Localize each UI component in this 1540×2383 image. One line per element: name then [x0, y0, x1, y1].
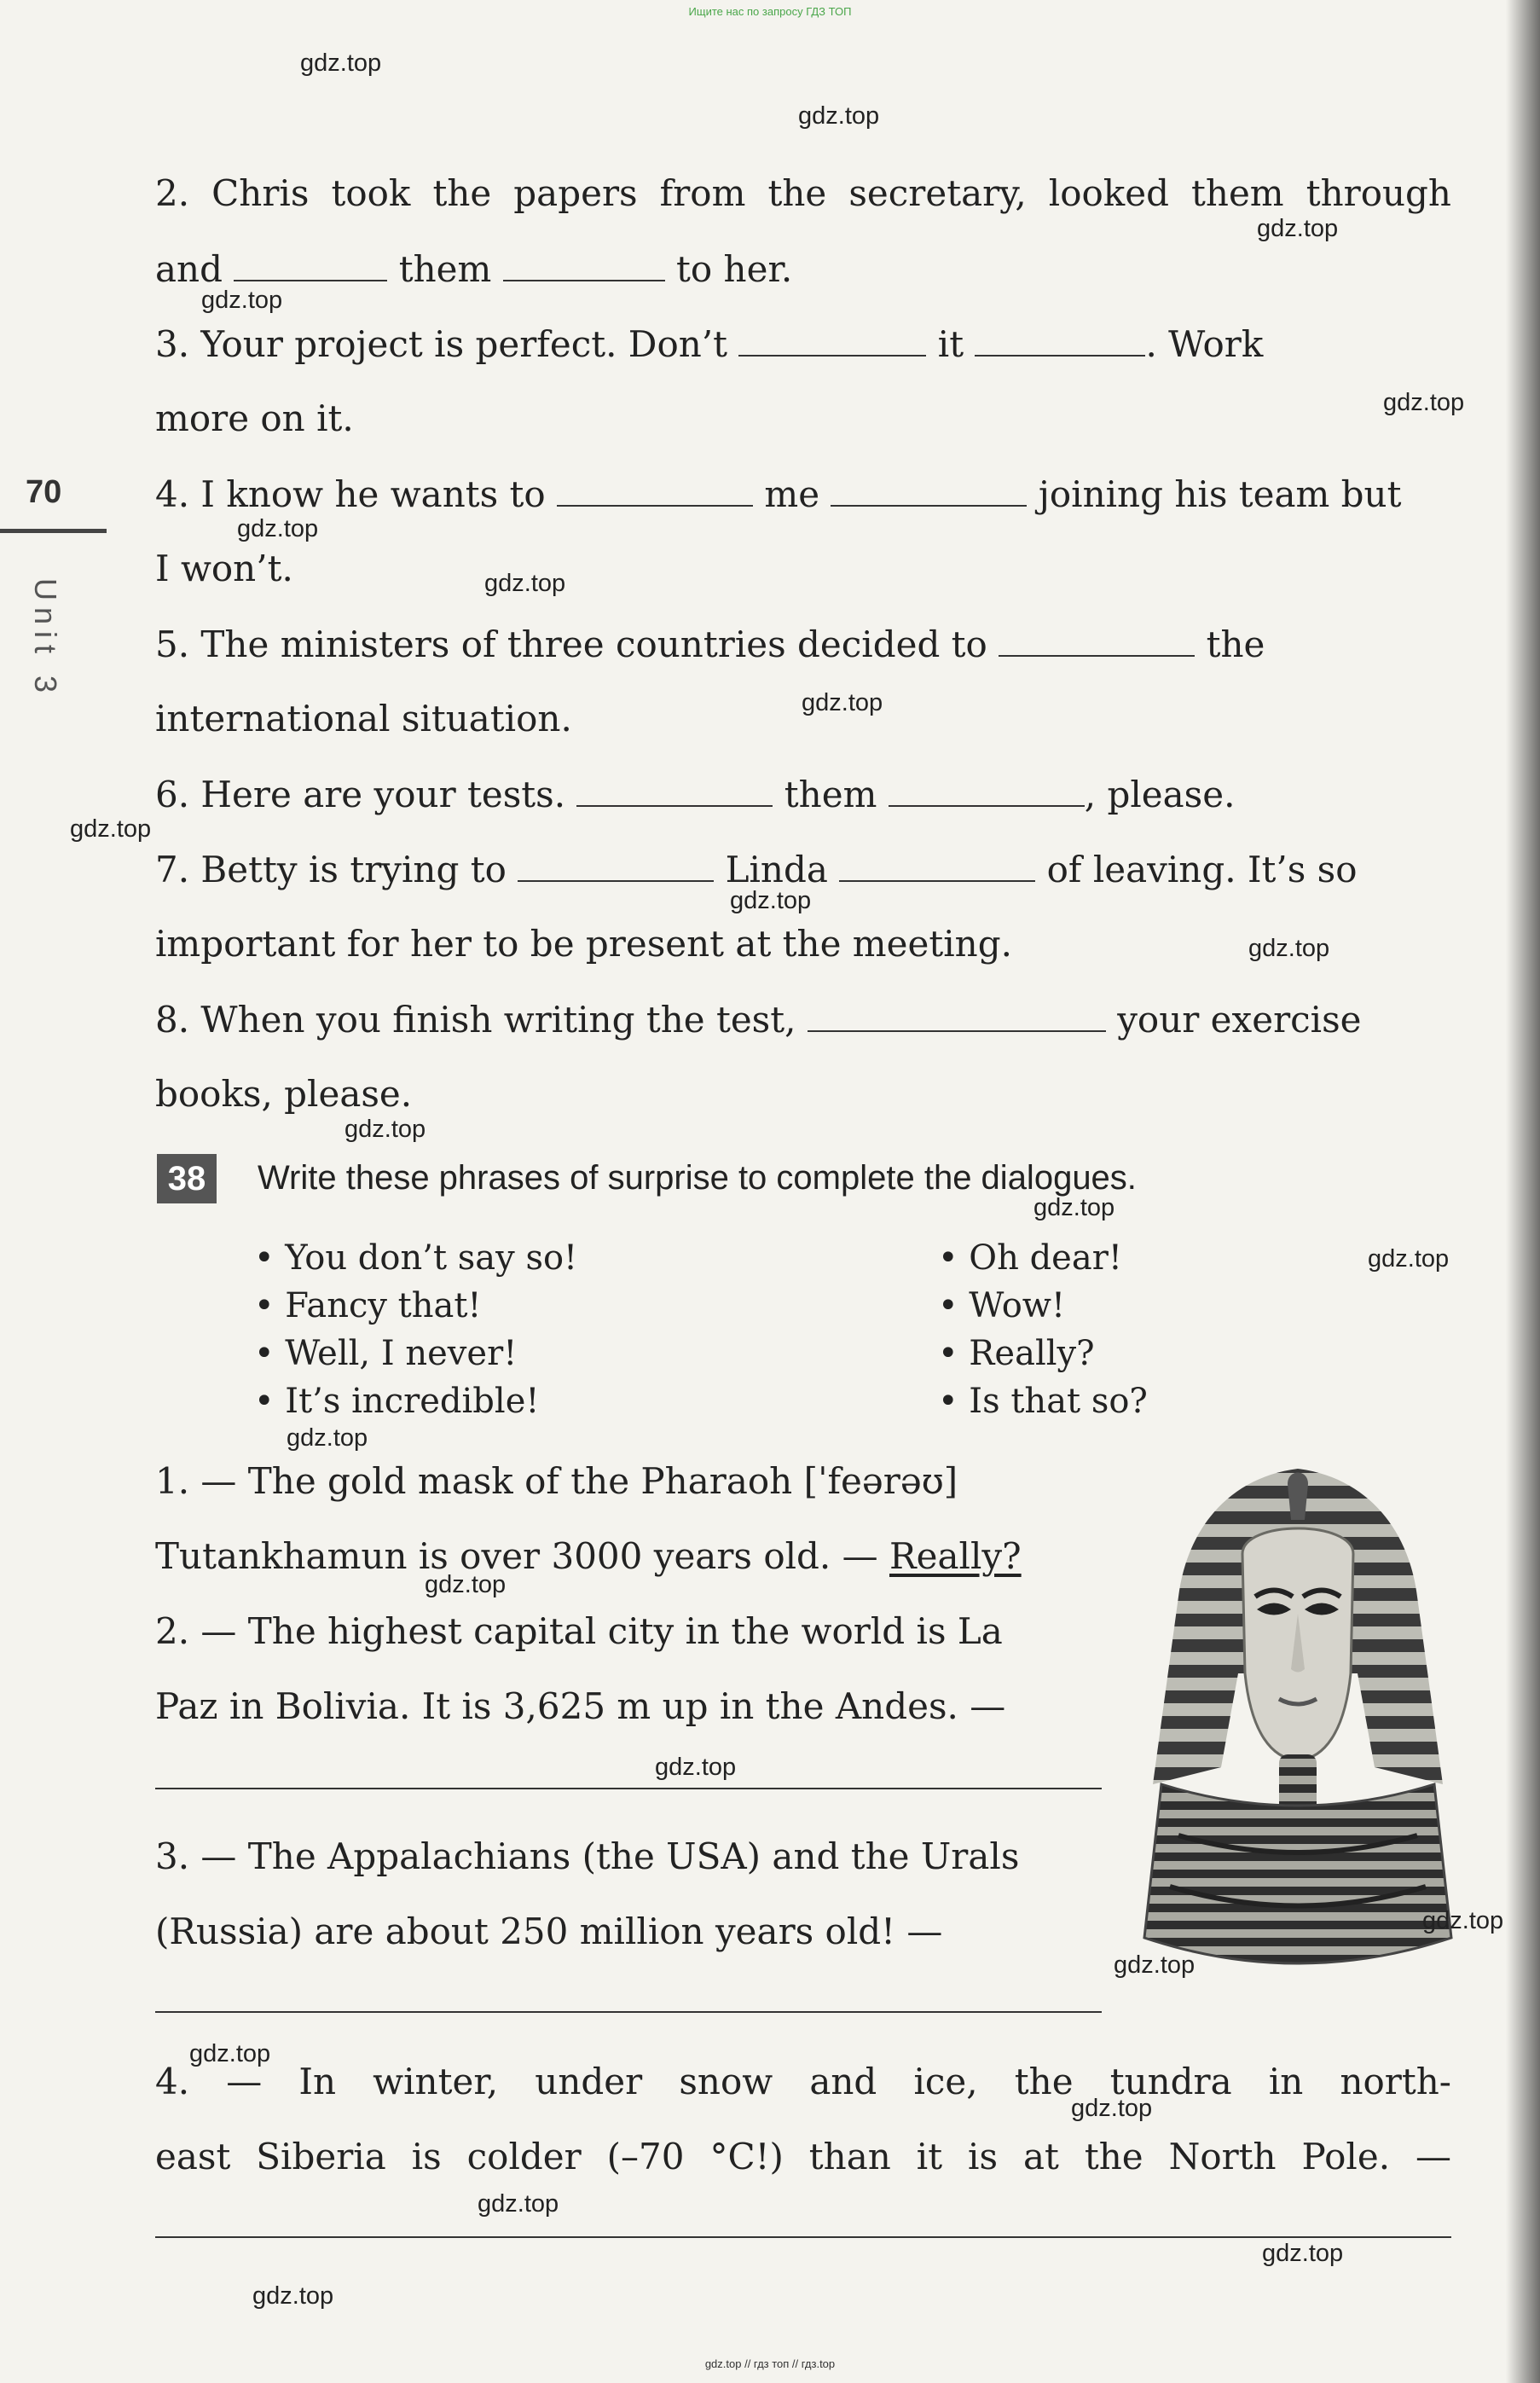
text: 5. The ministers of three countries decided to [155, 623, 987, 665]
sentence-3-line-2: more on it. [155, 397, 354, 439]
watermark: gdz.top [201, 287, 283, 314]
text: them [398, 248, 492, 290]
answer-blank[interactable] [503, 251, 665, 281]
phrase-item: • You don’t say so! [254, 1238, 578, 1278]
text: . Work [1145, 323, 1264, 365]
dialogue-2-line-2: Paz in Bolivia. It is 3,625 m up in the Andes. — [155, 1685, 1006, 1727]
watermark: gdz.top [730, 887, 812, 914]
answer-line-2[interactable] [155, 1788, 1102, 1789]
sentence-4-line-1 [155, 473, 1451, 515]
text: 4. I know he wants to [155, 473, 546, 515]
exercise-number-badge: 38 [157, 1154, 217, 1203]
sentence-2-line-2 [155, 248, 1451, 290]
watermark: gdz.top [70, 815, 152, 843]
text: and [155, 248, 223, 290]
dialogue-2-line-1: 2. — The highest capital city in the world is La [155, 1610, 1003, 1652]
dialogue-3-line-2: (Russia) are about 250 million years old! — [155, 1910, 943, 1952]
sentence-4-line-2: I won’t. [155, 548, 293, 589]
text: , please. [1084, 774, 1236, 815]
dialogue-4-line-1: 4. — In winter, under snow and ice, the tundra in north- [155, 2061, 1451, 2102]
sentence-6 [155, 776, 1451, 813]
phrase-item: • It’s incredible! [254, 1382, 540, 1421]
page-number: 70 [26, 474, 62, 510]
watermark: gdz.top [802, 689, 883, 716]
answer-blank[interactable] [557, 476, 753, 507]
text: 3. Your project is perfect. Don’t [155, 323, 728, 365]
text: to her. [676, 248, 793, 290]
text: 7. Betty is trying to [155, 849, 507, 890]
phrase-item: • Fancy that! [254, 1286, 482, 1325]
watermark: gdz.top [237, 515, 319, 542]
top-note: Ищите нас по запросу ГДЗ ТОП [688, 5, 852, 18]
dialogue-1-line-1: 1. — The gold mask of the Pharaoh [ˈfeərəʊ] [155, 1460, 958, 1502]
watermark: gdz.top [1114, 1951, 1196, 1979]
page-number-rule [0, 529, 107, 533]
watermark: gdz.top [287, 1424, 368, 1452]
example-answer: Really? [889, 1535, 1022, 1577]
dialogue-4-line-2: east Siberia is colder (–70 °C!) than it is at the North Pole. — [155, 2136, 1451, 2177]
watermark: gdz.top [1422, 1907, 1504, 1934]
answer-blank[interactable] [808, 1001, 1106, 1032]
sentence-8-line-1 [155, 999, 1451, 1041]
answer-blank[interactable] [234, 251, 387, 281]
watermark: gdz.top [1257, 215, 1339, 242]
answer-line-3[interactable] [155, 2011, 1102, 2013]
sentence-7-line-1 [155, 851, 1451, 888]
sentence-7-line-2: important for her to be present at the meeting. [155, 923, 1012, 965]
text: joining his team but [1038, 473, 1402, 515]
answer-blank[interactable] [831, 476, 1027, 507]
text: your exercise [1117, 999, 1362, 1041]
answer-blank[interactable] [576, 776, 773, 807]
dialogue-1-line-2 [155, 1535, 1093, 1577]
phrase-item: • Well, I never! [254, 1334, 518, 1373]
answer-blank[interactable] [889, 776, 1085, 807]
watermark: gdz.top [189, 2040, 271, 2067]
text: me [764, 473, 820, 515]
watermark: gdz.top [1262, 2240, 1344, 2267]
watermark: gdz.top [655, 1754, 737, 1781]
text: it [937, 323, 964, 365]
watermark: gdz.top [344, 1116, 426, 1143]
phrase-item: • Wow! [938, 1286, 1066, 1325]
pharaoh-mask-illustration [1127, 1460, 1468, 2006]
watermark: gdz.top [300, 49, 382, 77]
watermark: gdz.top [484, 570, 566, 597]
answer-blank[interactable] [839, 851, 1035, 882]
watermark: gdz.top [478, 2190, 559, 2218]
watermark: gdz.top [425, 1571, 507, 1598]
dialogue-3-line-1: 3. — The Appalachians (the USA) and the Urals [155, 1835, 1020, 1877]
phrase-item: • Is that so? [938, 1382, 1148, 1421]
sentence-3-line-1 [155, 323, 1451, 365]
text: Tutankhamun is over 3000 years old. — [155, 1535, 878, 1577]
watermark: gdz.top [1368, 1245, 1450, 1273]
sentence-5-line-1 [155, 623, 1451, 665]
answer-blank[interactable] [975, 326, 1145, 357]
bottom-note: gdz.top // гдз топ // гдз.top [704, 2357, 836, 2370]
text: them [784, 774, 877, 815]
text: the [1206, 623, 1265, 665]
watermark: gdz.top [1033, 1194, 1115, 1221]
text: of leaving. It’s so [1046, 849, 1358, 890]
answer-blank[interactable] [999, 626, 1195, 657]
exercise-instruction: Write these phrases of surprise to complete the dialogues. [258, 1159, 1137, 1197]
text: 8. When you finish writing the test, [155, 999, 796, 1041]
answer-blank[interactable] [518, 851, 714, 882]
sentence-8-line-2: books, please. [155, 1073, 413, 1115]
answer-blank[interactable] [738, 326, 926, 357]
sentence-5-line-2: international situation. [155, 698, 572, 739]
text: Linda [725, 849, 828, 890]
watermark: gdz.top [798, 102, 880, 130]
book-spine-shadow [1506, 0, 1540, 2383]
sentence-2-line-1: 2. Chris took the papers from the secretary, looked them through [155, 172, 1451, 214]
phrase-item: • Oh dear! [938, 1238, 1122, 1278]
unit-label: Unit 3 [28, 578, 63, 700]
watermark: gdz.top [1383, 389, 1465, 416]
phrase-item: • Really? [938, 1334, 1095, 1373]
answer-line-4[interactable] [155, 2236, 1451, 2238]
watermark: gdz.top [252, 2282, 334, 2310]
watermark: gdz.top [1248, 935, 1330, 962]
text: 6. Here are your tests. [155, 774, 566, 815]
watermark: gdz.top [1071, 2095, 1153, 2122]
